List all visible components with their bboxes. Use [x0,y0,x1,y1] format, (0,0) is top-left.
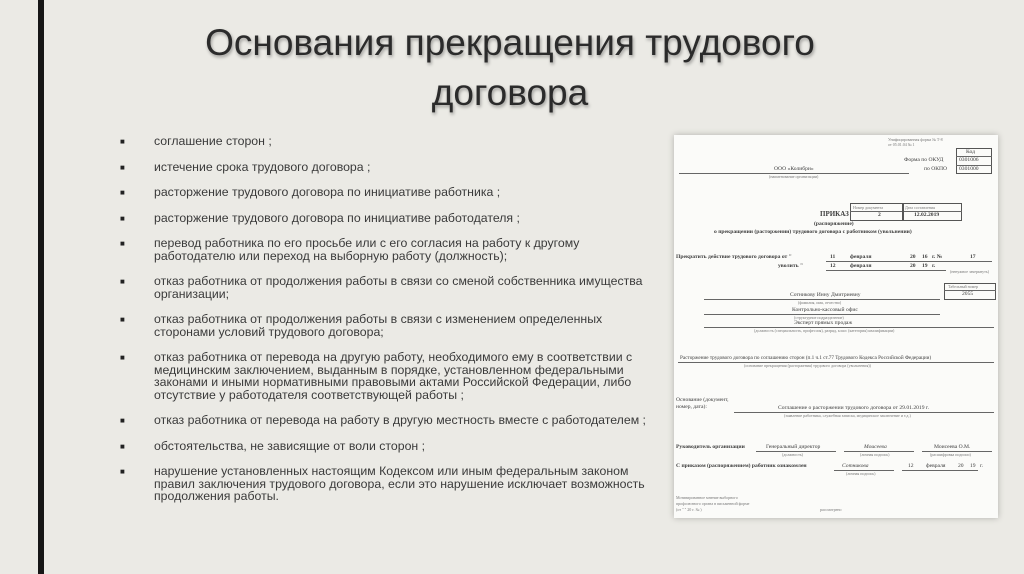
position: Эксперт прямых продаж [794,320,853,326]
employee-caption: (фамилия, имя, отчество) [798,300,842,305]
org-caption: (наименование организации) [769,174,819,179]
head-label: Руководитель организации [676,444,745,450]
list-item: ■ истечение срока трудового договора ; [120,161,660,174]
doc-date-label: Дата составления [905,205,935,210]
form-note: Унифицированная форма № Т-8 [888,137,943,142]
list-item: ■ отказ работника от продолжения работы в связи с изменением определенных сторонами условий трудового договора; [120,313,660,338]
left-accent-bar [38,0,44,574]
list-item: ■ обстоятельства, не зависящие от воли сторон ; [120,440,660,453]
basis-label: Основание (документ, [676,397,729,403]
terminate-label: Прекратить действие трудового договора от " [676,254,792,260]
list-item: ■ отказ работника от продолжения работы в связи со сменой собственника имущества организации; [120,275,660,300]
terminate-year-prefix: 20 [910,254,916,260]
head-name: Моисеева О.М. [934,444,971,450]
head-caption-name: (расшифровка подписи) [930,452,971,457]
termination-grounds-list [120,135,660,503]
list-item: ■ отказ работника от перевода на работу в другую местность вместе с работодателем ; [120,414,660,427]
org-name: ООО «Колибри» [774,166,814,172]
dismiss-label: уволить " [778,263,804,269]
opinion-line-2: профсоюзного органа в письменной форме [676,501,750,506]
head-position: Генеральный директор [766,444,821,450]
department-caption: (структурное подразделение) [794,315,844,320]
employee-name: Сотникову Инну Дмитриевну [790,292,861,298]
basis-caption: (заявление работника, служебная записка, медицинское заключение и т.д.) [784,413,911,418]
okpo-value: 0301000 [959,166,979,172]
position-caption: (должность (специальность, профессия), разряд, класс (категория) квалификации) [754,328,895,333]
dismissal-order-document [674,135,998,518]
list-item: ■ расторжение трудового договора по инициативе работника ; [120,186,660,199]
dismiss-month: февраля [850,263,872,269]
head-signature: Моисеева [864,444,887,450]
form-note-2: от 05.01.04 № 1 [888,142,915,147]
ack-caption: (личная подпись) [846,471,876,476]
slide-title-line-1: Основания прекращения трудового [205,22,815,63]
okud-value: 0301006 [959,157,979,163]
ack-signature: Сотникова [842,463,869,469]
list-item: ■ отказ работника от перевода на другую работу, необходимого ему в соответствии с медицинским заключением, выданным в порядке, установленном федеральными законами и иными нормативными правовыми актами Российской Федерации, либо отсутствие у работодателя соответствующей работы ; [120,351,660,401]
order-title: ПРИКАЗ [820,210,849,218]
basis-label-2: номер, дата): [676,404,707,410]
basis-value: Соглашение о расторжении трудового договора от 29.01.2019 г. [778,405,929,411]
code-label: Код [966,149,975,155]
tab-number-label: Табельный номер [948,284,979,289]
head-caption-signature: (личная подпись) [860,452,890,457]
dismiss-year: 19 [922,263,928,269]
terminate-no-label: г. № [932,254,943,260]
terminate-underline [826,261,992,262]
list-item: ■ нарушение установленных настоящим Кодексом или иным федеральным законом правил заключения трудового договора, если это нарушение исключает возможность продолжения работы. [120,465,660,503]
dismiss-year-suffix: г. [932,263,936,269]
slide-title [100,18,920,118]
tab-number: 2055 [962,291,974,297]
order-number: 2 [878,212,881,218]
ack-month: февраля [926,463,946,469]
dismiss-caption: (ненужное зачеркнуть) [950,269,990,274]
order-table-vline [902,203,904,221]
ack-date-underline [902,470,978,471]
ack-year-prefix: 20 [958,463,964,469]
terminate-year: 16 [922,254,928,260]
opinion-line-3: (от " " 20 г. № ) [676,507,702,512]
acknowledgement-label: С приказом (распоряжением) работник ознакомлен [676,463,807,469]
dismiss-underline [826,270,946,271]
okud-label: Форма по ОКУД [904,157,944,163]
list-item: ■ перевод работника по его просьбе или с его согласия на работу к другому работодателю или переход на выборную работу (должность); [120,237,660,262]
order-caption: (распоряжение) [814,221,854,227]
opinion-line-1: Мотивированное мнение выборного [676,495,738,500]
doc-number-label: Номер документа [853,205,884,210]
okpo-label: по ОКПО [924,166,948,172]
terminate-day: 11 [830,254,836,260]
list-item: ■ расторжение трудового договора по инициативе работодателя ; [120,212,660,225]
head-caption-position: (должность) [782,452,803,457]
ack-day: 12 [908,463,914,469]
terminate-no: 17 [970,254,976,260]
opinion-tail: рассмотрено [820,507,842,512]
ack-year: 19 [970,463,976,469]
list-item: ■ соглашение сторон ; [120,135,660,148]
ack-year-suffix: г. [980,463,984,469]
termination-reason: Расторжение трудового договора по соглашению сторон (п.1 ч.1 ст.77 Трудового Кодекса Российской Федерации) [680,355,932,361]
order-subject: о прекращении (расторжении) трудового договора с работником (увольнении) [714,229,912,235]
dismiss-day: 12 [830,263,836,269]
order-date: 12.02.2019 [914,212,940,218]
terminate-month: февраля [850,254,872,260]
dismiss-year-prefix: 20 [910,263,916,269]
department: Контрольно-кассовый офис [792,307,858,313]
order-table-divider [850,211,962,212]
slide-title-line-2: договора [431,72,589,113]
reason-caption: (основание прекращения (расторжения) трудового договора (увольнения)) [744,363,871,368]
